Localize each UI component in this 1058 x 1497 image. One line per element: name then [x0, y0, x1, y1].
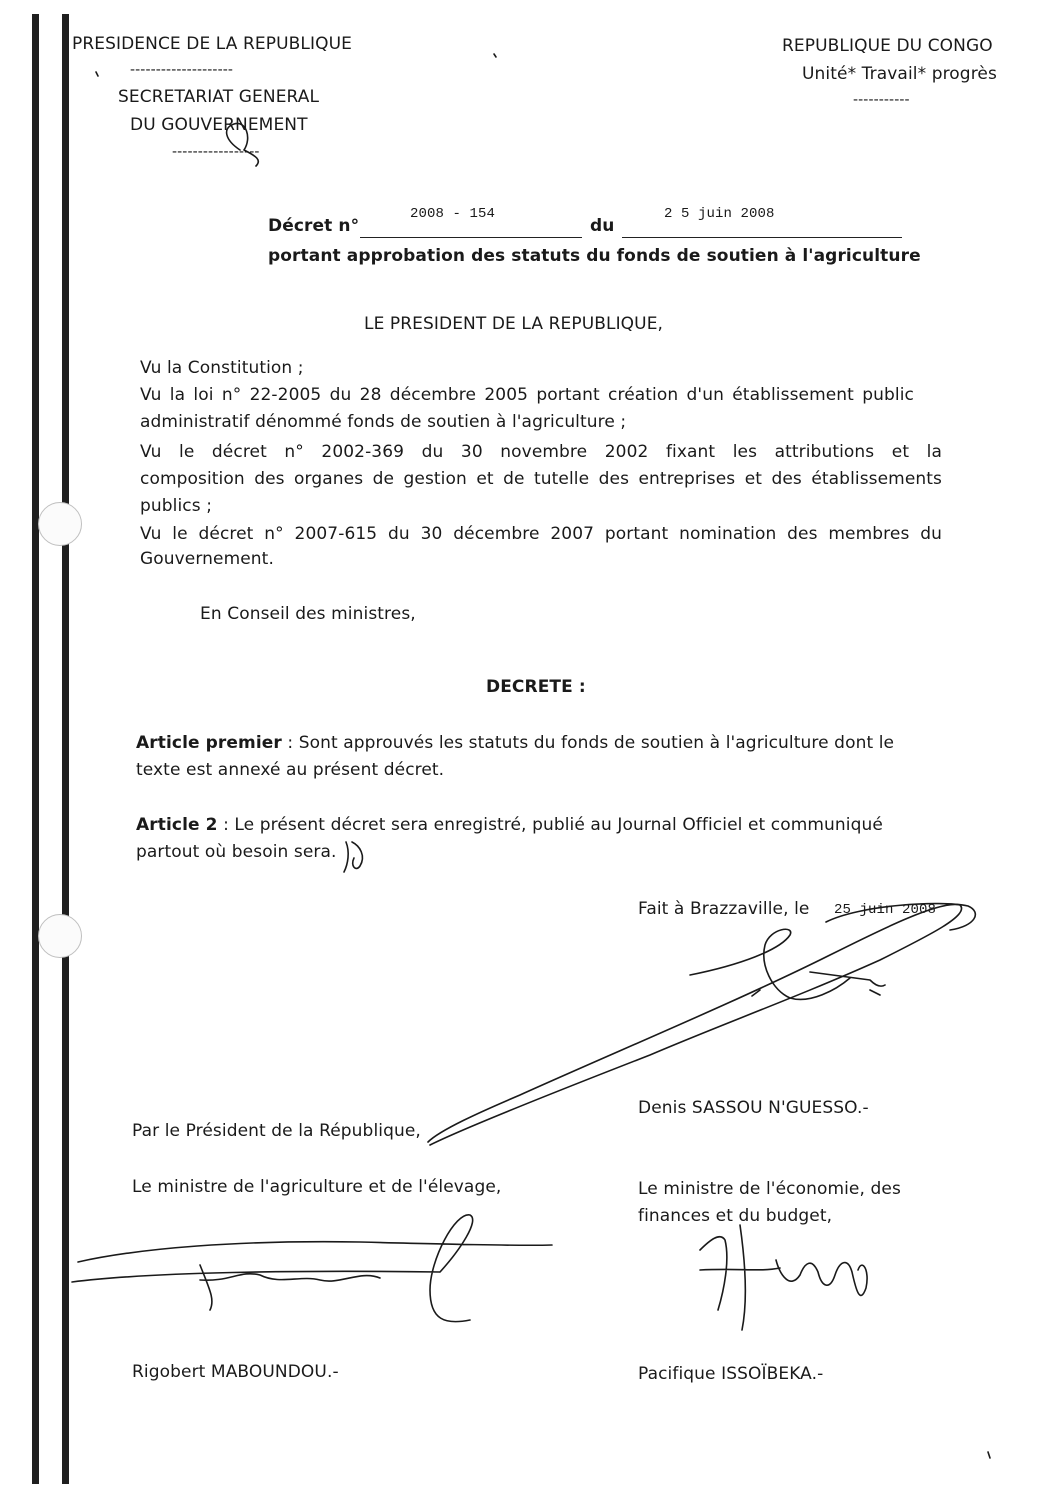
decrete-heading: DECRETE :: [486, 677, 586, 697]
vu-line: Vu la Constitution ;: [140, 358, 304, 378]
president-signature-sweep: [428, 904, 962, 1145]
vu-line: administratif dénommé fonds de soutien à l'agriculture ;: [140, 412, 627, 432]
stamp-date: 25 juin 2008: [834, 902, 937, 918]
minister-eco-title: Le ministre de l'économie, des: [638, 1179, 901, 1199]
decree-subject: portant approbation des statuts du fonds de soutien à l'agriculture: [268, 246, 921, 266]
header-separator: -----------: [853, 92, 910, 108]
article-2-text-cont: partout où besoin sera.: [136, 842, 337, 862]
article-2-label: Article 2: [136, 815, 218, 835]
fait-a-brazzaville: Fait à Brazzaville, le: [638, 899, 810, 919]
vu-line: Vu le décret n° 2002-369 du 30 novembre 2002 fixant les attributions et la: [140, 442, 942, 462]
header-secretariat: SECRETARIAT GENERAL: [118, 87, 320, 107]
vu-line: Vu le décret n° 2007-615 du 30 décembre 2007 portant nomination des membres du: [140, 524, 942, 544]
article-2-text: : Le présent décret sera enregistré, publié au Journal Officiel et communiqué: [217, 815, 883, 835]
stray-mark: [988, 1452, 990, 1458]
minister-eco-title-cont: finances et du budget,: [638, 1206, 833, 1226]
header-separator: --------------------: [130, 62, 234, 78]
header-motto: Unité* Travail* progrès: [802, 64, 997, 84]
minister-agri-name: Rigobert MABOUNDOU.-: [132, 1362, 339, 1382]
header-republique: REPUBLIQUE DU CONGO: [782, 36, 993, 56]
president-signature: [690, 929, 885, 999]
header-separator: -----------------: [172, 144, 260, 160]
vu-line: publics ;: [140, 496, 213, 516]
vu-line: Gouvernement.: [140, 549, 274, 569]
stamp-outline: [826, 904, 975, 930]
minister-eco-signature: [700, 1225, 867, 1330]
article-1-label: Article premier: [136, 733, 282, 753]
decree-label: Décret n°: [268, 216, 360, 236]
decree-number: 2008 - 154: [410, 206, 496, 222]
article-1-text-cont: texte est annexé au présent décret.: [136, 760, 445, 780]
vu-line: composition des organes de gestion et de tutelle des entreprises et des établissements: [140, 469, 942, 489]
par-le-president: Par le Président de la République,: [132, 1121, 421, 1141]
decree-date: 2 5 juin 2008: [664, 206, 775, 222]
article-1-text: : Sont approuvés les statuts du fonds de soutien à l'agriculture dont le: [281, 733, 895, 753]
article-initials: [344, 842, 362, 872]
decree-du: du: [590, 216, 615, 236]
header-gouvernement: DU GOUVERNEMENT: [130, 115, 308, 135]
minister-eco-name: Pacifique ISSOÏBEKA.-: [638, 1364, 824, 1384]
minister-agri-title: Le ministre de l'agriculture et de l'élevage,: [132, 1177, 502, 1197]
minister-agri-signature: [72, 1215, 552, 1322]
vu-line: Vu la loi n° 22-2005 du 28 décembre 2005 portant création d'un établissement public: [140, 385, 914, 405]
header-presidence: PRESIDENCE DE LA REPUBLIQUE: [72, 34, 352, 54]
stray-mark: [494, 54, 496, 57]
president-title: LE PRESIDENT DE LA REPUBLIQUE,: [364, 314, 664, 334]
stray-mark: [96, 72, 98, 76]
header-initials: [227, 123, 259, 166]
conseil-line: En Conseil des ministres,: [200, 604, 416, 624]
president-name: Denis SASSOU N'GUESSO.-: [638, 1098, 869, 1118]
